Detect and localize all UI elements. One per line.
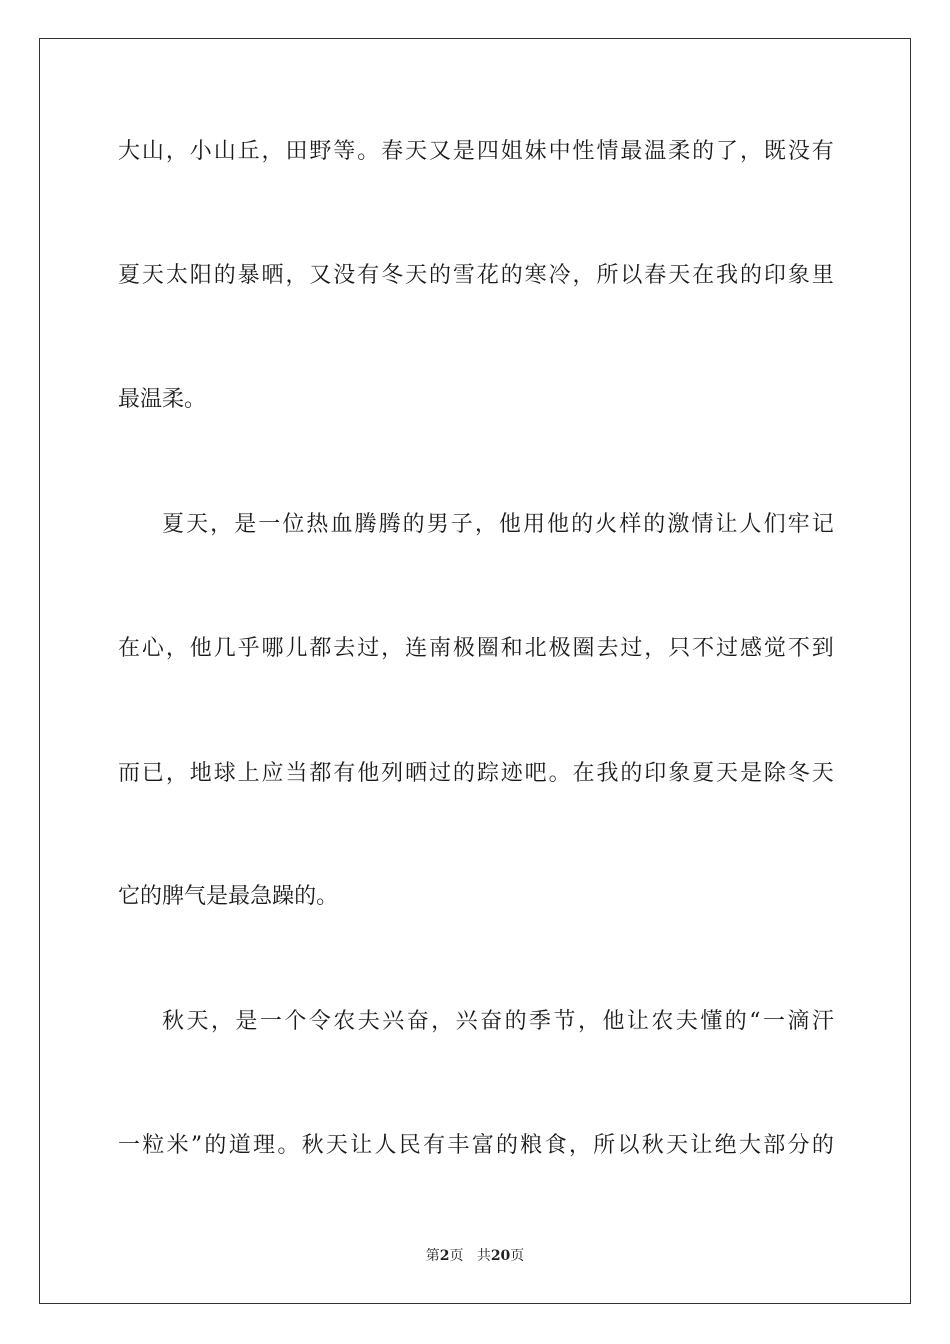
- text-line: 在 心 ， 他 几 乎 哪 儿 都 去 过 ， 连 南 极 圈 和 北 极 圈 去 过 ， 只 不 过 感 觉 不 到: [118, 636, 834, 661]
- page-number: 2: [439, 1248, 450, 1264]
- text-line: 夏 天 太 阳 的 暴 晒 ， 又 没 有 冬 天 的 雪 花 的 寒 冷 ， 所 以 春 天 在 我 的 印 象 里: [118, 263, 834, 288]
- text-line: 而 已 ， 地 球 上 应 当 都 有 他 列 晒 过 的 踪 迹 吧 。 在 我 的 印 象 夏 天 是 除 冬 天: [118, 761, 834, 786]
- total-suffix: 页: [510, 1248, 525, 1264]
- text-line: 秋 天 ， 是 一 个 令 农 夫 兴 奋 ， 兴 奋 的 季 节 ， 他 让 农 夫 懂 的 “ 一 滴 汗: [162, 1009, 834, 1034]
- text-line: 一 粒 米 ” 的 道 理 。 秋 天 让 人 民 有 丰 富 的 粮 食 ， 所 以 秋 天 让 绝 大 部 分 的: [118, 1133, 834, 1158]
- page-suffix: 页: [449, 1248, 464, 1264]
- text-line: 最 温 柔 。: [118, 387, 207, 412]
- text-line: 大 山 ， 小 山 丘 ， 田 野 等 。 春 天 又 是 四 姐 妹 中 性 情 最 温 柔 的 了 ， 既 没 有: [118, 139, 834, 164]
- page-prefix: 第: [425, 1248, 440, 1264]
- text-line: 夏 天 ， 是 一 位 热 血 腾 腾 的 男 子 ， 他 用 他 的 火 样 的 激 情 让 人 们 牢 记: [162, 512, 834, 537]
- total-pages: 20: [490, 1248, 511, 1264]
- total-prefix: 共: [476, 1248, 491, 1264]
- text-line: 它 的 脾 气 是 最 急 躁 的 。: [118, 884, 339, 909]
- page-footer: [0, 1246, 950, 1266]
- page-border: [39, 38, 911, 1304]
